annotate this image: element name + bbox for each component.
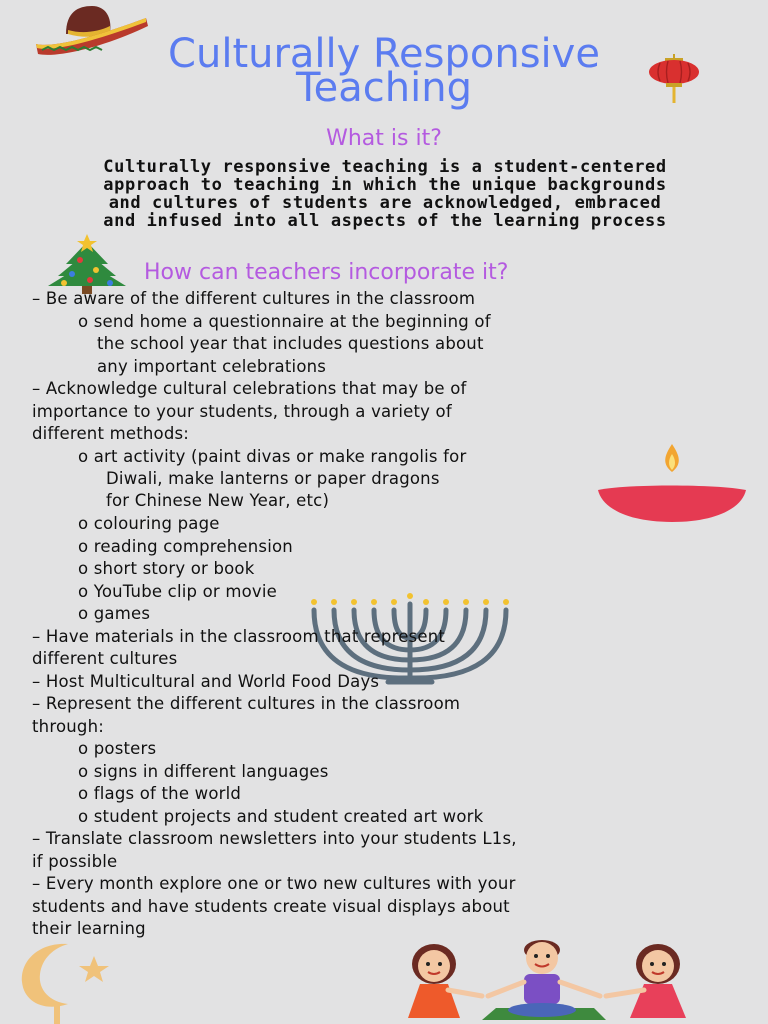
bullet-line: – Translate classroom newsletters into your students L1s, (32, 829, 517, 848)
definition-line: and infused into all aspects of the learning process (103, 211, 667, 231)
sub-bullet-line: o art activity (paint divas or make rangolis for (78, 447, 467, 466)
sub-bullet-line: o student projects and student created art work (78, 807, 484, 826)
chinese-lantern-icon (646, 54, 702, 104)
bullet-line: importance to your students, through a variety of (32, 402, 452, 421)
bullet-line: – Every month explore one or two new cultures with your (32, 874, 516, 893)
sub-bullet-line: o flags of the world (78, 784, 242, 803)
bullet-line: – Have materials in the classroom that represent (32, 627, 446, 646)
definition-line: Culturally responsive teaching is a student-centered (103, 157, 667, 177)
sub-bullet-line: Diwali, make lanterns or paper dragons (106, 469, 440, 488)
bullet-line: if possible (32, 852, 118, 871)
bullet-line: students and have students create visual displays about (32, 897, 510, 916)
bullet-line: – Represent the different cultures in the classroom (32, 694, 461, 713)
sub-bullet-line: any important celebrations (97, 357, 327, 376)
sub-bullet-line: o short story or book (78, 559, 255, 578)
what-is-it-heading: What is it? (326, 126, 442, 151)
bullet-line: different methods: (32, 424, 190, 443)
page-title-line-1: Culturally Responsive (168, 31, 600, 77)
sub-bullet-line: o signs in different languages (78, 762, 329, 781)
definition-line: and cultures of students are acknowledged, embraced (108, 193, 662, 213)
sub-bullet-line: the school year that includes questions about (97, 334, 484, 353)
how-heading: How can teachers incorporate it? (144, 260, 509, 285)
children-holding-hands-icon (396, 936, 696, 1024)
sub-bullet-line: o YouTube clip or movie (78, 582, 278, 601)
bullet-line: – Acknowledge cultural celebrations that may be of (32, 379, 467, 398)
bullet-line: their learning (32, 919, 146, 938)
sub-bullet-line: o reading comprehension (78, 537, 293, 556)
sub-bullet-line: o games (78, 604, 151, 623)
bullet-line: – Host Multicultural and World Food Days (32, 672, 380, 691)
page-title-line-2: Teaching (296, 65, 472, 111)
diwali-diya-icon (596, 440, 748, 526)
bullet-line: through: (32, 717, 104, 736)
crescent-star-icon (10, 938, 122, 1024)
sub-bullet-line: o posters (78, 739, 157, 758)
sombrero-icon (32, 4, 150, 62)
sub-bullet-line: for Chinese New Year, etc) (106, 491, 330, 510)
christmas-tree-icon (44, 234, 130, 296)
sub-bullet-line: o send home a questionnaire at the beginning of (78, 312, 491, 331)
definition-paragraph (20, 158, 750, 230)
sub-bullet-line: o colouring page (78, 514, 220, 533)
bullet-line: different cultures (32, 649, 178, 668)
definition-line: approach to teaching in which the unique backgrounds (103, 175, 667, 195)
bullet-line: – Be aware of the different cultures in the classroom (32, 289, 476, 308)
